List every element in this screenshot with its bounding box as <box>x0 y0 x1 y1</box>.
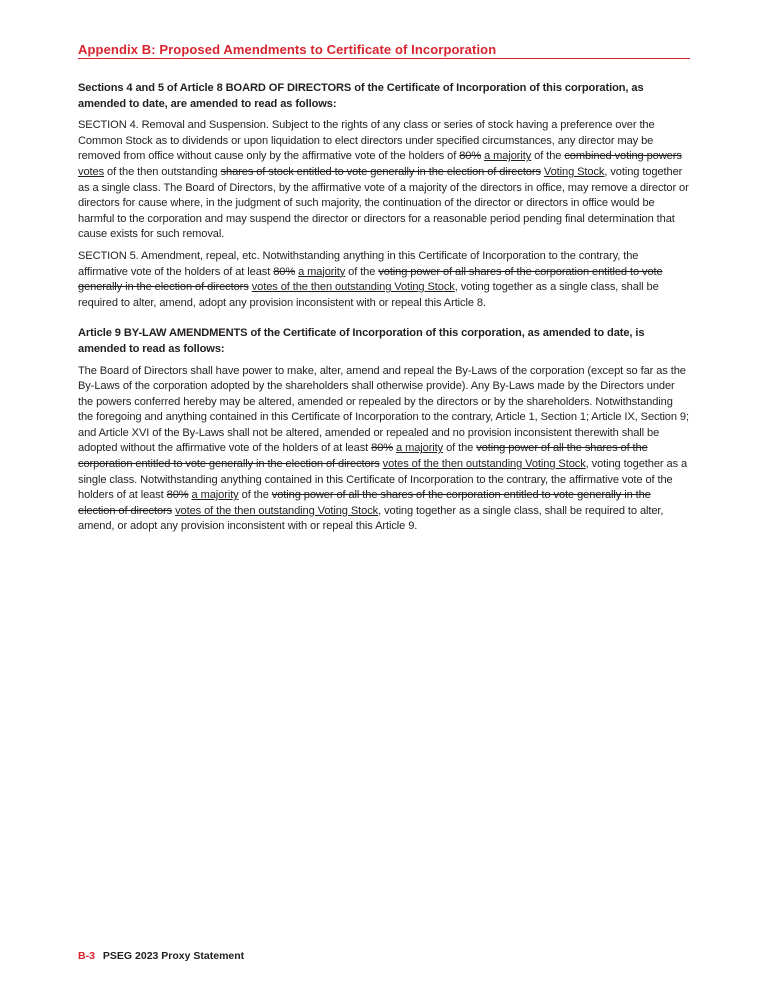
article-9-paragraph <box>78 364 690 536</box>
deleted-text: 80% <box>371 442 394 455</box>
page-header <box>78 42 690 59</box>
deleted-text: 80% <box>166 489 189 502</box>
page-number: B-3 <box>78 950 95 962</box>
inserted-text: a majority <box>396 442 444 455</box>
page-footer <box>78 950 244 962</box>
text: of the <box>531 150 565 163</box>
inserted-text: votes of the then outstanding Voting Stock <box>251 281 455 294</box>
text: of the then outstanding <box>104 165 221 178</box>
inserted-text: votes of the then outstanding Voting Stock <box>175 504 379 517</box>
inserted-text: a majority <box>191 489 239 502</box>
text: of the <box>238 489 272 502</box>
inserted-text: a majority <box>298 265 346 278</box>
text: SECTION 4. Removal and Suspension. Subject to the rights of any class or series of stock having a preference over the Common Stock as to dividends or upon liquidation to elect directors under specified circumstances, any director may be removed from office without cause only by the affirmative vote of the holders of <box>78 119 655 163</box>
document-body <box>78 81 690 541</box>
section-4-paragraph <box>78 118 690 243</box>
inserted-text: Voting Stock <box>543 165 605 178</box>
text: of the <box>345 265 379 278</box>
appendix-title: Appendix B: Proposed Amendments to Certificate of Incorporation <box>78 42 497 57</box>
footer-title: PSEG 2023 Proxy Statement <box>102 950 245 962</box>
deleted-text: voting power of all the shares of the corporation entitled to vote generally in the election of directors <box>78 442 648 471</box>
article-9-heading: Article 9 BY-LAW AMENDMENTS of the Certificate of Incorporation of this corporation, as amended to date, is amended to read as follows: <box>78 327 645 355</box>
text: The Board of Directors shall have power to make, alter, amend and repeal the By-Laws of the corporation (except so far as the By-Laws of the corporation adopted by the shareholders shall otherwise provide). Any By-Laws made by the Directors under the powers conferred hereby may be altered, amended or repealed by the directors or by the shareholders. Notwithstanding the foregoing and anything contained in this Certificate of Incorporation to the contrary, Article 1, Section 1; Article IX, Section 9; and Article XVI of the By-Laws shall not be altered, amended or repealed and no provision inconsistent therewith shall be adopted without the affirmative vote of the holders of at least <box>78 364 689 455</box>
deleted-text: voting power of all shares of the corporation entitled to vote generally in the election of directors <box>78 265 663 294</box>
deleted-text: shares of stock entitled to vote generally in the election of directors <box>220 165 541 178</box>
text: SECTION 5. Amendment, repeal, etc. Notwithstanding anything in this Certificate of Incorporation to the contrary, the affirmative vote of the holders of at least <box>78 249 639 278</box>
article-8-heading: Sections 4 and 5 of Article 8 BOARD OF DIRECTORS of the Certificate of Incorporation of this corporation, as amended to date, are amended to read as follows: <box>78 82 644 110</box>
deleted-text: voting power of all the shares of the corporation entitled to vote generally in the election of directors <box>78 489 651 517</box>
section-5-paragraph <box>78 249 690 311</box>
deleted-text: combined voting powers <box>564 150 682 163</box>
text: , voting together as a single class, shall be required to alter, amend, or adopt any provision inconsistent with or repeal this Article 9. <box>78 504 664 533</box>
text: of the <box>443 442 477 455</box>
text: , voting together as a single class. The Board of Directors, by the affirmative vote of a majority of the directors in office, may remove a director or directors for cause where, in the judgment of such majority, the continuation of the director or directors in office would be harmful to the corporation and may suspend the director or directors for a reasonable period pending final determination that cause exists for such removal. <box>78 165 689 241</box>
inserted-text: votes <box>78 165 105 178</box>
text: , voting together as a single class, shall be required to alter, amend, adopt any provision inconsistent with or repeal this Article 8. <box>78 281 659 309</box>
deleted-text: 80% <box>273 265 296 278</box>
inserted-text: votes of the then outstanding Voting Stock <box>382 458 586 471</box>
text: , voting together as a single class. Notwithstanding anything contained in this Certificate of Incorporation to the contrary, the affirmative vote of the holders of at least <box>78 458 688 502</box>
deleted-text: 80% <box>459 150 482 163</box>
inserted-text: a majority <box>484 150 532 163</box>
